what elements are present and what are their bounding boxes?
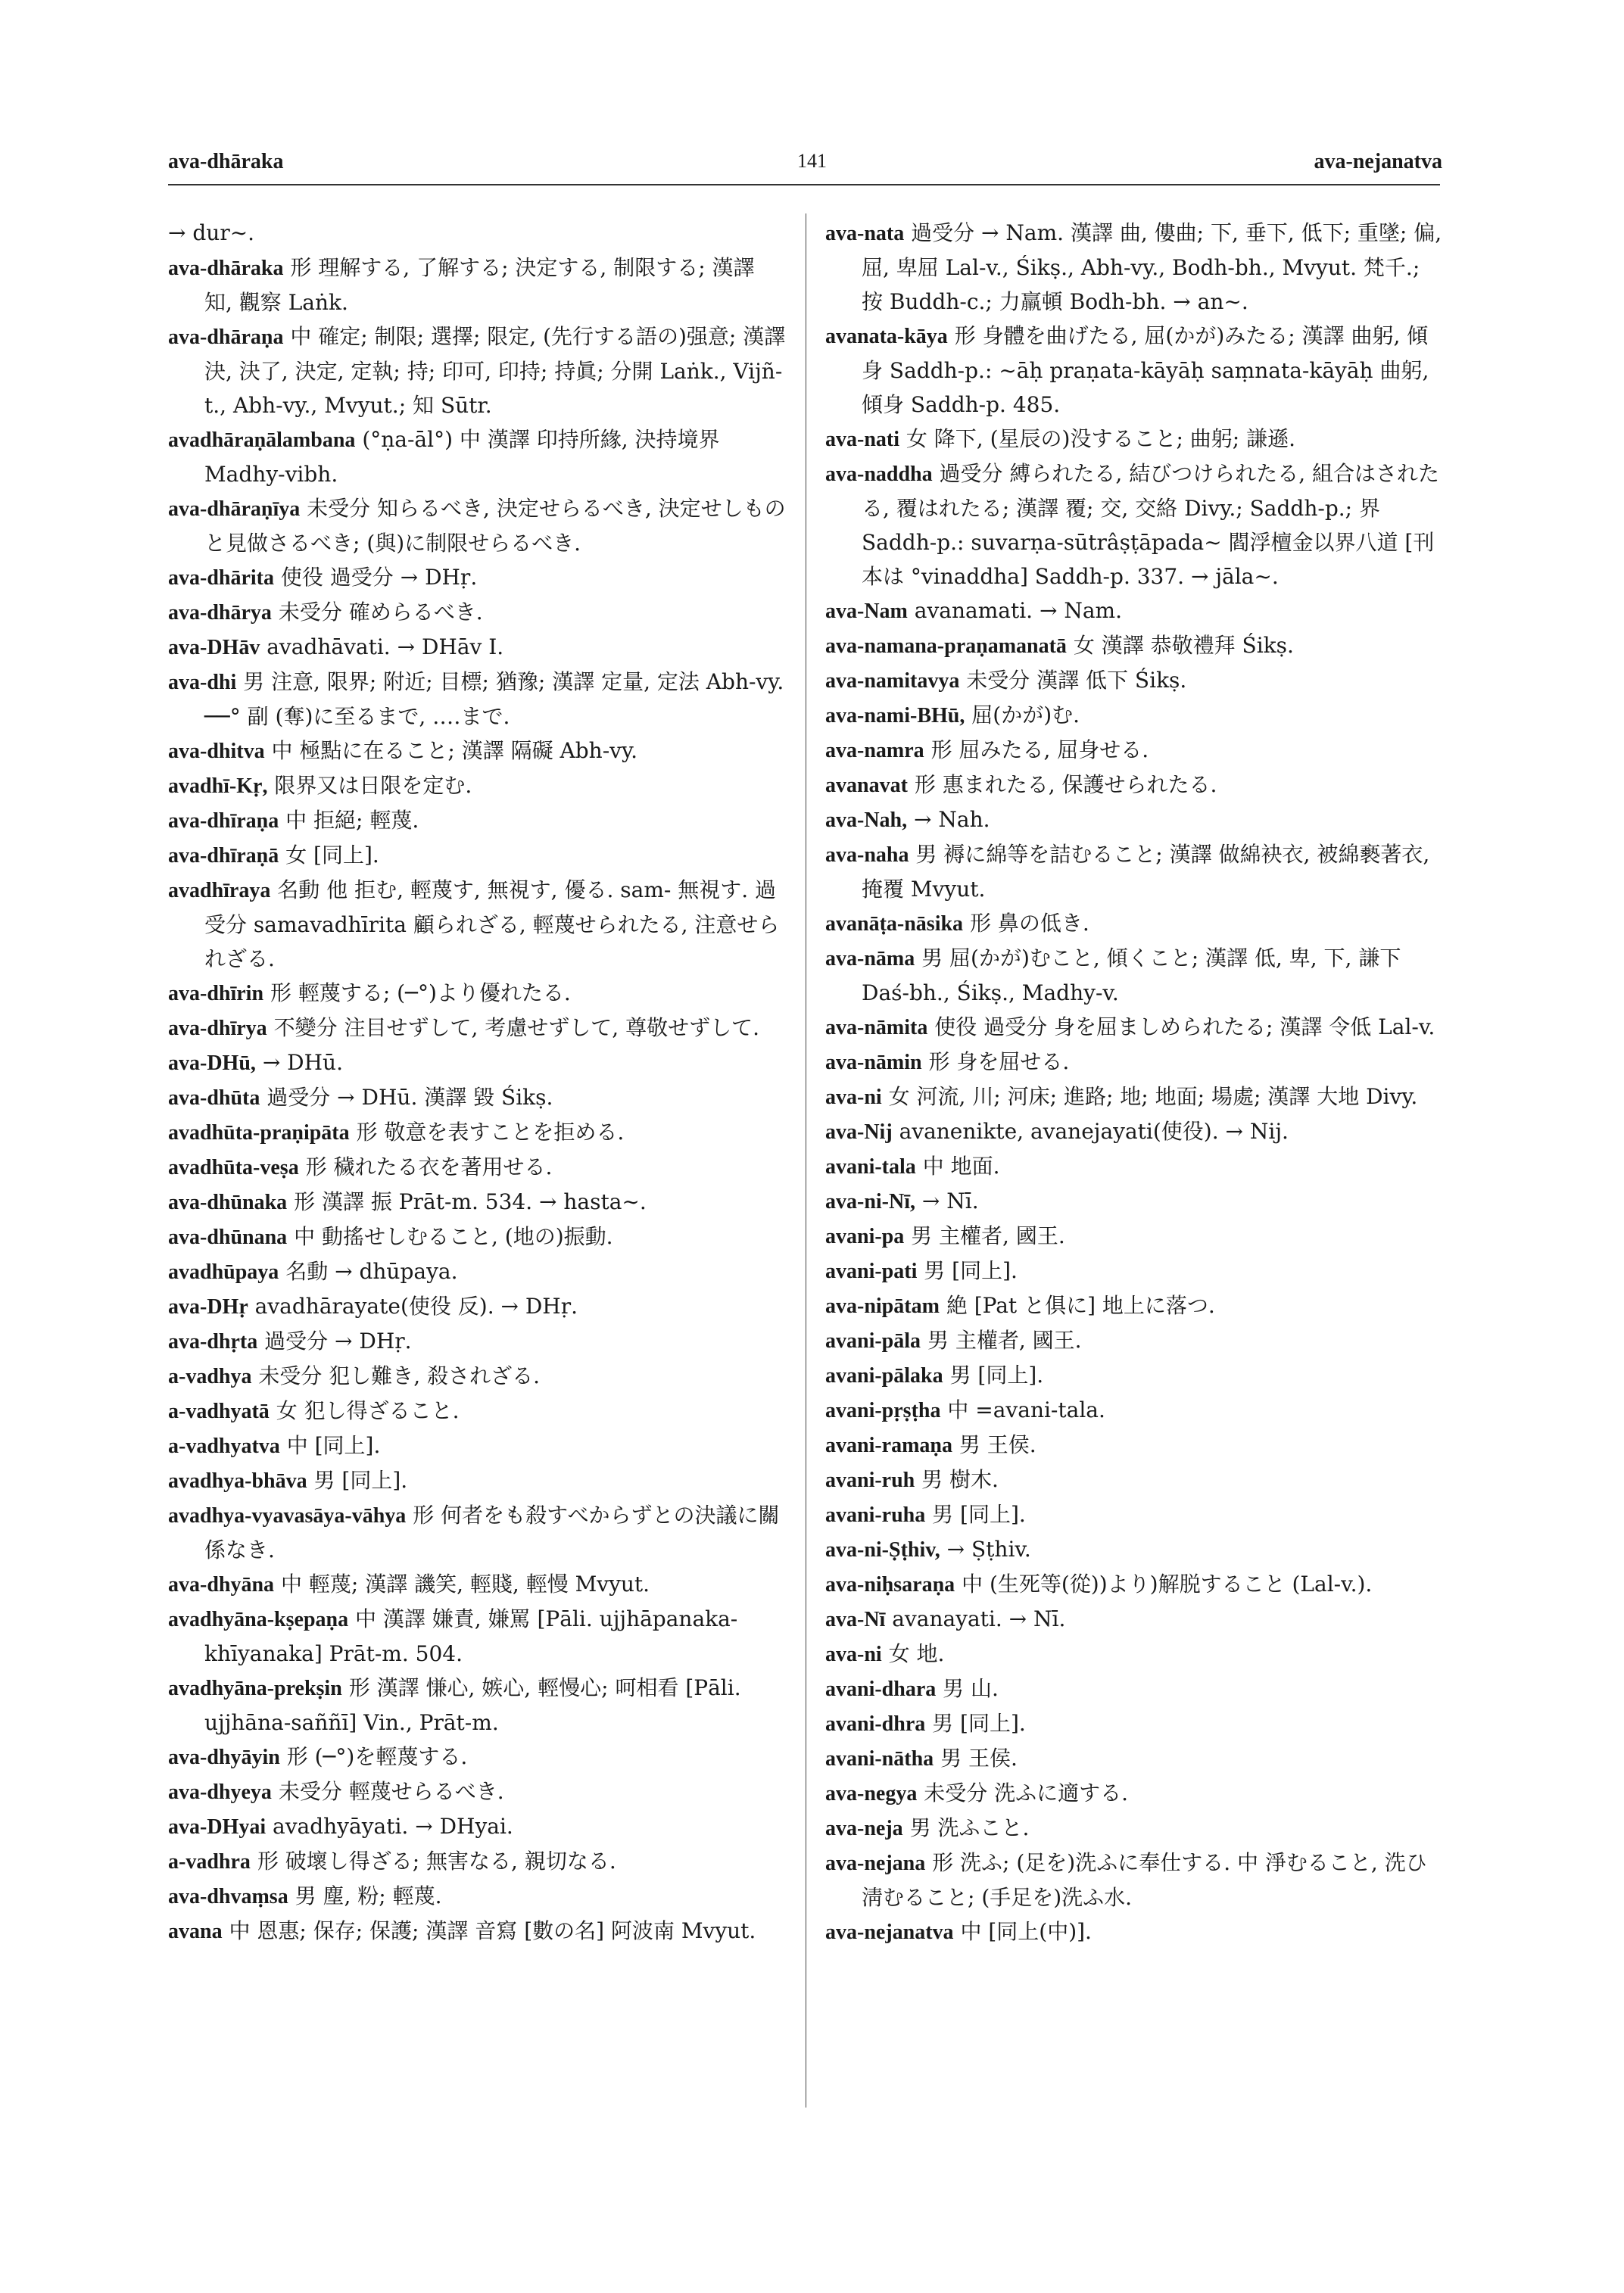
headword: ava-DHṛ <box>168 1295 248 1319</box>
dictionary-entry <box>825 1184 1446 1219</box>
definition: 男 主權者, 國王. <box>911 1223 1065 1248</box>
definition: 中 拒絕; 輕蔑. <box>285 808 419 833</box>
headword: ava-dhāraṇa <box>168 326 284 349</box>
headword: avadhya-bhāva <box>168 1469 307 1493</box>
definition: 男 洗ふこと. <box>909 1815 1030 1840</box>
definition: 女 河流, 川; 河床; 進路; 地; 地面; 場處; 漢譯 大地 Divy. <box>888 1084 1418 1109</box>
definition: 男 [同上]. <box>313 1468 408 1493</box>
definition: 形 (─°)を輕蔑する. <box>286 1744 468 1769</box>
definition: 男 王侯. <box>940 1746 1018 1771</box>
definition: 中 [同上]. <box>286 1433 381 1458</box>
dictionary-entry <box>825 1637 1446 1671</box>
headword: ava-niḥsaraṇa <box>825 1573 955 1597</box>
definition: 屈(かが)む. <box>971 703 1080 727</box>
dictionary-entry <box>168 1011 789 1045</box>
dictionary-entry <box>825 1846 1446 1914</box>
dictionary-entry <box>825 906 1446 941</box>
headword: avanata-kāya <box>825 325 948 348</box>
definition: 形 輕蔑する; (─°)より優れたる. <box>270 980 571 1005</box>
dictionary-entry <box>825 1428 1446 1463</box>
dictionary-entry <box>825 1463 1446 1497</box>
headword: avani-dhara <box>825 1678 937 1701</box>
dictionary-entry <box>168 1914 789 1949</box>
dictionary-entry <box>168 1289 789 1324</box>
dictionary-entry <box>825 1567 1446 1602</box>
definition: 女 地. <box>888 1641 945 1666</box>
headword: ava-dhi <box>168 671 237 694</box>
definition: 絶 [Pat と俱に] 地上に落つ. <box>946 1293 1215 1318</box>
dictionary-entry <box>825 1010 1446 1045</box>
dictionary-entry <box>825 768 1446 802</box>
headword: ava-ni-Ṣṭhiv, <box>825 1538 940 1562</box>
dictionary-entry <box>825 628 1446 663</box>
headword: ava-dhārya <box>168 601 272 625</box>
headword: a-vadhya <box>168 1365 252 1388</box>
definition: 使役 過受分 身を屈ましめられたる; 漢譯 令低 Lal-v. <box>934 1014 1435 1039</box>
dictionary-entry <box>825 1358 1446 1393</box>
dictionary-entry <box>168 216 789 251</box>
definition: 名動 → dhūpaya. <box>285 1259 458 1284</box>
dictionary-entry <box>825 1114 1446 1149</box>
definition: avadhyāyati. → DHyai. <box>273 1814 513 1839</box>
definition: 男 王侯. <box>959 1432 1036 1457</box>
running-head-left: ava-dhāraka <box>168 150 284 173</box>
dictionary-entry <box>168 560 789 595</box>
definition: 過受分 → DHṛ. <box>264 1329 412 1354</box>
definition: 形 身を屈せる. <box>928 1049 1070 1074</box>
headword: avani-pati <box>825 1260 918 1283</box>
definition: 男 主權者, 國王. <box>927 1328 1082 1353</box>
definition: 男 注意, 限界; 附近; 目標; 猶豫; 漢譯 定量, 定法 Abh-vy. ──° 副 (奪)に至るまで, ‥‥まで. <box>204 669 784 729</box>
definition: 形 漢譯 慊心, 嫉心, 輕慢心; 呵相看 [Pāli. ujjhāna-saññī] Vin., Prāt-m. <box>204 1675 741 1735</box>
definition: → Ṣṭhiv. <box>946 1537 1031 1562</box>
dictionary-entry <box>168 803 789 838</box>
definition: 未受分 確めらるべき. <box>278 600 483 625</box>
dictionary-entry <box>168 1115 789 1150</box>
headword: ava-DHāv <box>168 636 260 659</box>
dictionary-entry <box>168 1324 789 1359</box>
headword: avani-pṛṣṭha <box>825 1399 941 1422</box>
definition: 男 山. <box>943 1676 999 1701</box>
dictionary-entry <box>825 1671 1446 1706</box>
dictionary-entry <box>825 1914 1446 1949</box>
dictionary-entry <box>168 1220 789 1254</box>
headword: ava-dhūnaka <box>168 1191 288 1214</box>
headword: avadhūta-veṣa <box>168 1156 299 1179</box>
headword: a-vadhyatā <box>168 1400 270 1423</box>
definition: 男 [同上]. <box>949 1363 1044 1388</box>
headword: ava-Nam <box>825 600 908 623</box>
headword: ava-namra <box>825 739 924 762</box>
definition: 未受分 洗ふに適する. <box>924 1781 1129 1805</box>
definition: 形 洗ふ; (足を)洗ふに奉仕する. 中 淨むること, 洗ひ淸むること; (手足を)洗ふ水. <box>862 1850 1427 1910</box>
dictionary-entry <box>168 1150 789 1185</box>
definition: 男 塵, 粉; 輕蔑. <box>295 1883 442 1908</box>
dictionary-entry <box>825 663 1446 698</box>
dictionary-entry <box>825 216 1446 319</box>
definition: 過受分 → Nam. 漢譯 曲, 僂曲; 下, 垂下, 低下; 重墜; 偏, 屈, 卑屈 Lal-v., Śikṣ., Abh-vy., Bodh-bh., Mvyut. 梵千.; 按 Buddh-c.; 力羸頓 Bodh-bh. → an∼. <box>862 220 1442 314</box>
headword: avanavat <box>825 774 908 797</box>
headword: avani-tala <box>825 1155 916 1179</box>
headword: ava-nāma <box>825 947 915 970</box>
headword: ava-naha <box>825 843 909 867</box>
definition: 男 屈(かが)むこと, 傾くこと; 漢譯 低, 卑, 下, 謙下 Daś-bh., Śikṣ., Madhy-v. <box>862 946 1401 1005</box>
headword: ava-dhīraṇa <box>168 809 279 833</box>
definition: 女 犯し得ざること. <box>276 1398 460 1423</box>
headword: avadhūta-praṇipāta <box>168 1121 350 1145</box>
dictionary-entry <box>168 768 789 803</box>
definition: 男 [同上]. <box>932 1502 1026 1527</box>
definition: 限界又は日限を定む. <box>274 773 472 798</box>
definition: 中 漢譯 嫌責, 嫌罵 [Pāli. ujjhāpanaka-khīyanaka] Prāt-m. 504. <box>204 1606 738 1666</box>
headword: ava-ni <box>825 1643 882 1666</box>
dictionary-entry <box>168 873 789 976</box>
dictionary-entry <box>168 1428 789 1463</box>
dictionary-entry <box>168 976 789 1011</box>
dictionary-entry <box>168 1185 789 1220</box>
dictionary-entry <box>825 594 1446 628</box>
headword: a-vadhra <box>168 1850 251 1874</box>
definition: avadhāvati. → DHāv I. <box>267 634 504 659</box>
headword: ava-ni <box>825 1086 882 1109</box>
dictionary-entry <box>168 251 789 319</box>
dictionary-entry <box>168 1498 789 1567</box>
headword: ava-nata <box>825 222 905 245</box>
dictionary-entry <box>825 1288 1446 1323</box>
definition: 形 理解する, 了解する; 決定する, 制限する; 漢譯 知, 觀察 Laṅk. <box>204 255 755 315</box>
headword: avani-dhra <box>825 1712 926 1736</box>
dictionary-entry <box>168 1602 789 1671</box>
headword: ava-Nah, <box>825 808 908 832</box>
definition: 中 輕蔑; 漢譯 譏笑, 輕賤, 輕慢 Mvyut. <box>280 1572 650 1597</box>
headword: ava-dhūnana <box>168 1226 288 1249</box>
dictionary-entry <box>825 456 1446 594</box>
dictionary-entry <box>168 1394 789 1428</box>
definition: 中 =avani-tala. <box>947 1397 1105 1422</box>
definition: 形 惠まれたる, 保護せられたる. <box>914 772 1217 797</box>
page-number: 141 <box>797 150 827 172</box>
headword: ava-nipātam <box>825 1294 940 1318</box>
headword: avadhūpaya <box>168 1260 279 1284</box>
definition: 男 褥に綿等を詰むること; 漢譯 做綿袂衣, 被綿褻著衣, 掩覆 Mvyut. <box>862 842 1430 902</box>
definition: avadhārayate(使役 反). → DHṛ. <box>254 1294 578 1319</box>
definition: 女 漢譯 恭敬禮拜 Śikṣ. <box>1073 633 1294 658</box>
dictionary-entry <box>168 1463 789 1498</box>
headword: ava-dhūta <box>168 1086 260 1110</box>
dictionary-entry <box>825 837 1446 906</box>
dictionary-entry <box>168 1045 789 1080</box>
dictionary-entry <box>168 734 789 768</box>
headword: avani-pa <box>825 1225 905 1248</box>
definition: avanayati. → Nī. <box>892 1606 1066 1631</box>
headword: avanāṭa-nāsika <box>825 912 964 936</box>
left-column <box>168 216 789 1949</box>
headword: avani-ruh <box>825 1469 915 1492</box>
dictionary-entry <box>168 1809 789 1844</box>
headword: ava-dhyāyin <box>168 1746 280 1769</box>
dictionary-entry <box>168 491 789 560</box>
dictionary-entry <box>825 1497 1446 1532</box>
definition: 未受分 輕蔑せらるべき. <box>278 1779 504 1804</box>
definition: 未受分 知らるべき, 決定せらるべき, 決定せしものと見做さるべき; (與)に制限せらるべき. <box>204 496 786 556</box>
dictionary-entry <box>168 1844 789 1879</box>
header-rule <box>168 184 1440 185</box>
dictionary-entry <box>168 1254 789 1289</box>
definition: 形 穢れたる衣を著用せる. <box>305 1154 553 1179</box>
definition: 男 [同上]. <box>932 1711 1026 1736</box>
headword: ava-nāmin <box>825 1051 922 1074</box>
definition: 形 屈みたる, 屈身せる. <box>930 737 1149 762</box>
headword: ava-nāmita <box>825 1016 928 1039</box>
headword: avani-ruha <box>825 1503 926 1527</box>
definition: 女 降下, (星辰の)没すること; 曲躬; 謙遜. <box>906 426 1296 451</box>
headword: ava-nejanatva <box>825 1921 954 1944</box>
dictionary-entry <box>825 1045 1446 1080</box>
headword: ava-dhārita <box>168 566 274 590</box>
dictionary-entry <box>168 1671 789 1740</box>
definition: 未受分 犯し難き, 殺されざる. <box>258 1363 540 1388</box>
headword: avadhīraya <box>168 879 271 902</box>
definition: → DHū. <box>262 1050 343 1075</box>
definition: 男 樹木. <box>921 1467 999 1492</box>
headword: ava-dhāraṇīya <box>168 497 301 521</box>
headword: ava-dhāraka <box>168 257 284 280</box>
definition: 名動 他 拒む, 輕蔑す, 無視す, 優る. sam- 無視す. 過受分 samavadhīrita 顧られざる, 輕蔑せられたる, 注意せられざる. <box>204 877 780 971</box>
definition: (°ṇa-āl°) 中 漢譯 印持所緣, 決持境界 Madhy-vibh. <box>204 427 720 487</box>
definition: 女 [同上]. <box>285 843 379 868</box>
headword: avadhāraṇālambana <box>168 428 356 452</box>
headword: ava-neja <box>825 1817 903 1840</box>
headword: ava-dhvaṃsa <box>168 1885 288 1908</box>
headword: avani-nātha <box>825 1747 934 1771</box>
headword: ava-Nij <box>825 1120 893 1144</box>
headword: avani-pāla <box>825 1329 921 1353</box>
definition: → Nah. <box>914 807 990 832</box>
headword: ava-negya <box>825 1782 918 1805</box>
dictionary-entry <box>168 1359 789 1394</box>
definition: 男 [同上]. <box>924 1258 1018 1283</box>
definition: 中 極點に在ること; 漢譯 隔礙 Abh-vy. <box>271 738 637 763</box>
dictionary-entry <box>168 1080 789 1115</box>
definition: 過受分 縛られたる, 結びつけられたる, 組合はされたる, 覆はれたる; 漢譯 覆; 交, 交絡 Divy.; Saddh-p.; 界 Saddh-p.: suvarṇa-sūtrâṣṭāpada∼ 閻浮檀金以界八道 [刊本は °vinaddha] Saddh-p. 337. → jāla∼. <box>862 461 1440 589</box>
dictionary-entry <box>825 1219 1446 1254</box>
definition: 過受分 → DHū. 漢譯 毀 Śikṣ. <box>267 1085 553 1110</box>
headword: ava-nami-BHū, <box>825 704 965 727</box>
definition: 中 恩惠; 保存; 保護; 漢譯 音寫 [數の名] 阿波南 Mvyut. <box>229 1918 756 1943</box>
headword: ava-dhṛta <box>168 1330 258 1354</box>
headword: ava-dhitva <box>168 740 265 763</box>
dictionary-entry <box>168 665 789 734</box>
dictionary-entry <box>825 422 1446 456</box>
headword: avadhyāna-prekṣin <box>168 1677 342 1700</box>
definition: 未受分 漢譯 低下 Śikṣ. <box>966 668 1187 693</box>
headword: ava-ni-Nī, <box>825 1190 915 1213</box>
headword: ava-Nī <box>825 1608 886 1631</box>
dictionary-entry <box>168 319 789 422</box>
headword: ava-dhyāna <box>168 1573 275 1597</box>
dictionary-entry <box>825 1532 1446 1567</box>
dictionary-entry <box>825 1149 1446 1184</box>
definition: → Nī. <box>921 1189 979 1213</box>
headword: ava-namana-praṇamanatā <box>825 634 1067 658</box>
definition: 形 漢譯 振 Prāt-m. 534. → hasta∼. <box>294 1189 647 1214</box>
dictionary-entry <box>168 1879 789 1914</box>
dictionary-entry <box>168 422 789 491</box>
dictionary-entry <box>825 1776 1446 1811</box>
definition: avanenikte, avanejayati(使役). → Nij. <box>899 1119 1289 1144</box>
dictionary-entry <box>825 1080 1446 1114</box>
dictionary-entry <box>825 1811 1446 1846</box>
definition: 形 何者をも殺すべからずとの決議に關係なき. <box>204 1503 780 1562</box>
definition: 形 敬意を表すことを拒める. <box>356 1120 625 1145</box>
dictionary-entry <box>825 1254 1446 1288</box>
headword: ava-DHū, <box>168 1051 256 1075</box>
headword: avadhī-Kṛ, <box>168 774 268 798</box>
definition: 中 動搖せしむること, (地の)振動. <box>294 1224 613 1249</box>
dictionary-entry <box>168 595 789 630</box>
dictionary-entry <box>168 838 789 873</box>
headword: ava-DHyai <box>168 1815 267 1839</box>
dictionary-entry <box>168 1774 789 1809</box>
definition: avanamati. → Nam. <box>914 598 1122 623</box>
headword: ava-dhīrin <box>168 982 264 1005</box>
dictionary-entry <box>168 630 789 665</box>
headword: avadhyāna-kṣepaṇa <box>168 1608 349 1631</box>
dictionary-entry <box>825 802 1446 837</box>
dictionary-entry <box>825 319 1446 422</box>
dictionary-entry <box>168 1740 789 1774</box>
dictionary-entry <box>825 1741 1446 1776</box>
headword: ava-nejana <box>825 1852 926 1875</box>
dictionary-entry <box>825 1706 1446 1741</box>
dictionary-entry <box>168 1567 789 1602</box>
dictionary-entry <box>825 1323 1446 1358</box>
definition: 不變分 注目せずして, 考慮せずして, 尊敬せずして. <box>273 1015 759 1040</box>
headword: avadhya-vyavasāya-vāhya <box>168 1504 407 1528</box>
running-head-right: ava-nejanatva <box>1314 150 1442 173</box>
dictionary-entry <box>825 733 1446 768</box>
dictionary-entry <box>825 1602 1446 1637</box>
definition: 使役 過受分 → DHṛ. <box>280 565 478 590</box>
headword: ava-nati <box>825 428 899 451</box>
definition: 中 確定; 制限; 選擇; 限定, (先行する語の)强意; 漢譯 決, 決了, 決定, 定執; 持; 印可, 印持; 持眞; 分開 Laṅk., Vijñ-t., Abh-vy., Mvyut.; 知 Sūtr. <box>204 324 786 418</box>
right-column <box>825 216 1446 1949</box>
dictionary-entry <box>825 941 1446 1010</box>
definition: 中 (生死等(從))より)解脱すること (Lal-v.). <box>962 1572 1373 1597</box>
definition: 形 鼻の低き. <box>969 911 1089 936</box>
dictionary-entry <box>825 698 1446 733</box>
headword: ava-dhīrya <box>168 1017 267 1040</box>
definition: 中 地面. <box>922 1154 1000 1179</box>
definition: 形 破壞し得ざる; 無害なる, 親切なる. <box>257 1849 616 1874</box>
dictionary-entry <box>825 1393 1446 1428</box>
headword: ava-namitavya <box>825 669 960 693</box>
headword: ava-naddha <box>825 463 933 486</box>
headword: a-vadhyatva <box>168 1435 280 1458</box>
headword: avani-ramaṇa <box>825 1434 952 1457</box>
headword: avana <box>168 1920 223 1943</box>
definition: 中 [同上(中)]. <box>960 1919 1092 1944</box>
headword: avani-pālaka <box>825 1364 943 1388</box>
definition: 形 身體を曲げたる, 屈(かが)みたる; 漢譯 曲躬, 傾身 Saddh-p.: ∼āḥ praṇata-kāyāḥ saṃnata-kāyāḥ 曲躬, 傾身 Saddh-p. 485. <box>862 323 1429 417</box>
headword: ava-dhīraṇā <box>168 844 279 868</box>
definition: → dur∼. <box>168 220 255 245</box>
headword: ava-dhyeya <box>168 1781 272 1804</box>
